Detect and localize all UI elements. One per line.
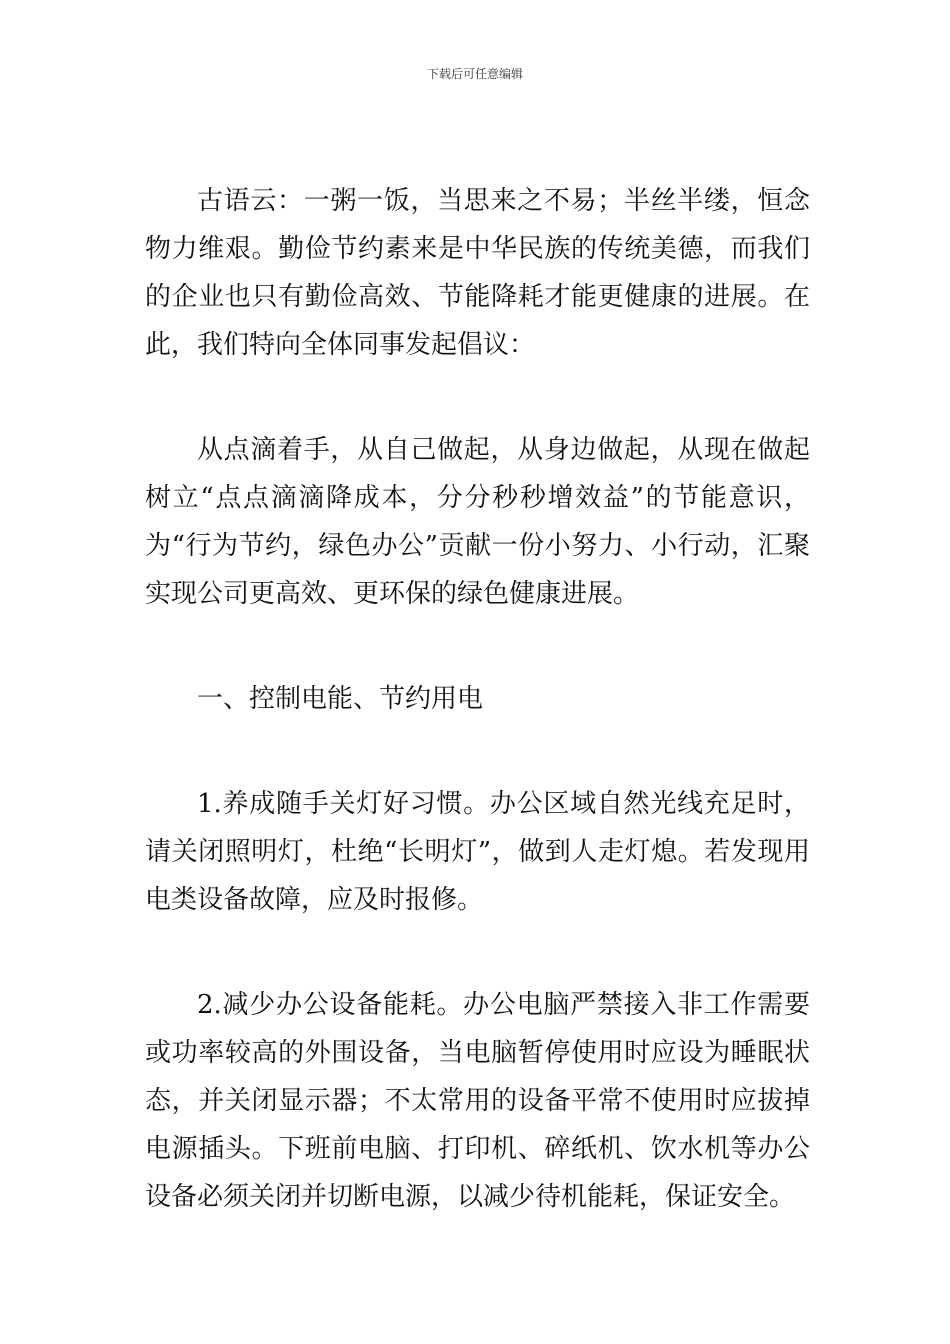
header-note: 下载后可任意编辑 xyxy=(426,67,523,81)
section-heading-electricity: 一、控制电能、节约用电 xyxy=(197,684,484,714)
document-body xyxy=(145,177,810,1221)
paragraph-initiative: 从点滴着手，从自己做起，从身边做起，从现在做起树立“点点滴滴降成本，分分秒秒增效益”的节能意识，为“行为节约，绿色办公”贡献一份小努力、小行动，汇聚实现公司更高效、更环保的绿色健康进展。 xyxy=(145,435,810,609)
paragraph-intro: 古语云：一粥一饭，当思来之不易；半丝半缕，恒念物力维艰。勤俭节约素来是中华民族的传统美德，而我们的企业也只有勤俭高效、节能降耗才能更健康的进展。在此，我们特向全体同事发起倡议： xyxy=(145,186,810,360)
paragraph-item-2: 2.减少办公设备能耗。办公电脑严禁接入非工作需要或功率较高的外围设备，当电脑暂停使用时应设为睡眠状态，并关闭显示器；不太常用的设备平常不使用时应拔掉电源插头。下班前电脑、打印机、碎纸机、饮水机等办公设备必须关闭并切断电源，以减少待机能耗，保证安全。 xyxy=(145,990,810,1212)
paragraph-item-1: 1.养成随手关灯好习惯。办公区域自然光线充足时，请关闭照明灯，杜绝“长明灯”，做到人走灯熄。若发现用电类设备故障，应及时报修。 xyxy=(145,789,810,915)
